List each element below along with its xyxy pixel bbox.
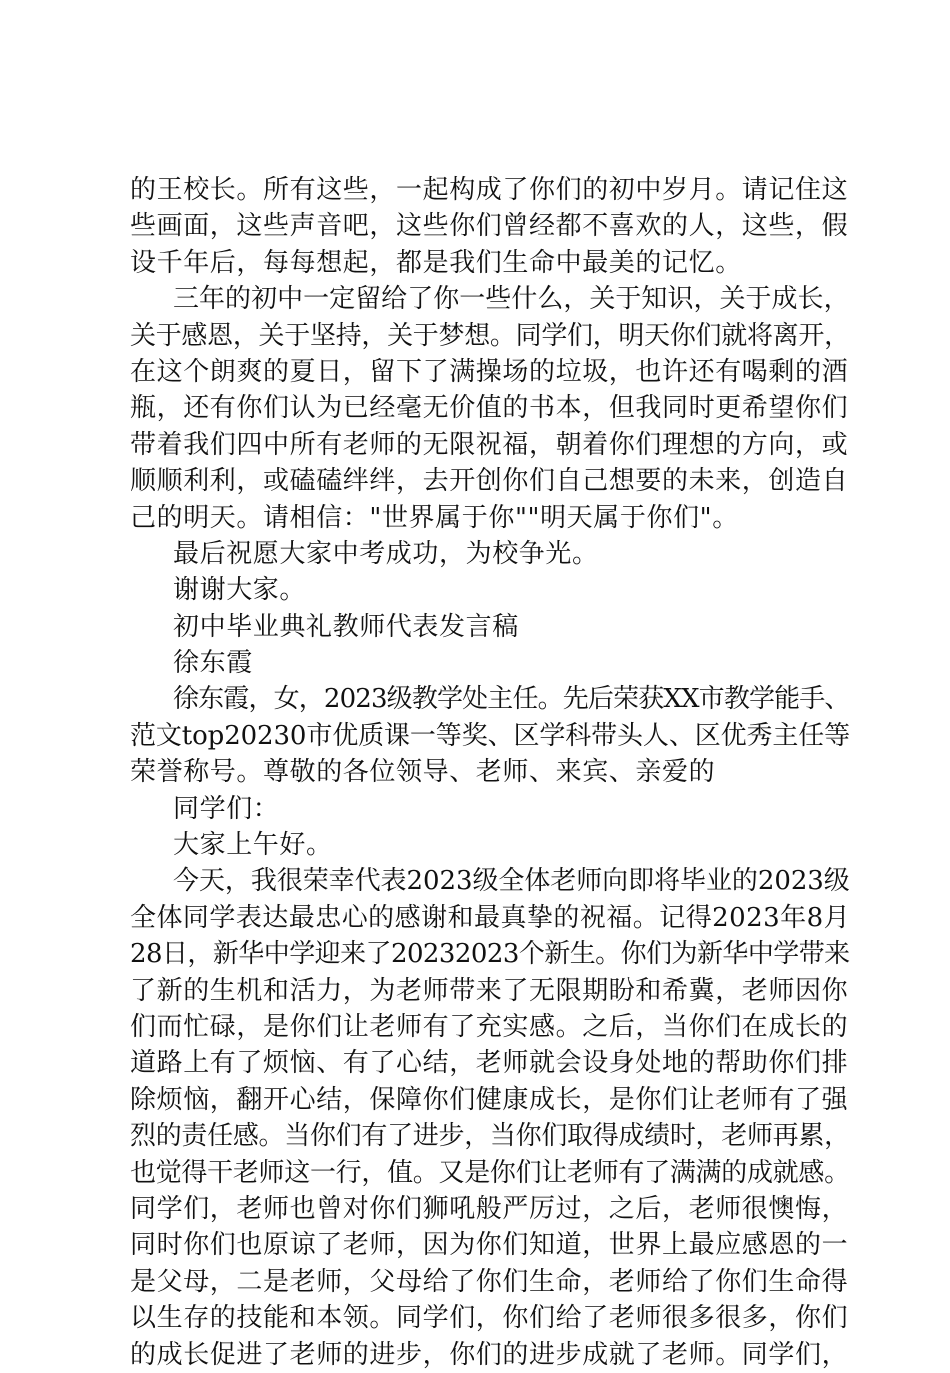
text-line: 除烦恼，翻开心结，保障你们健康成长，是你们让老师有了强 (130, 1084, 849, 1115)
text-line: 的成长促进了老师的进步，你们的进步成就了老师。同学们， (130, 1339, 849, 1370)
text-line: 徐东霞，女，2023级教学处主任。先后荣获XX市教学能手、 (173, 684, 850, 715)
text-line: 以生存的技能和本领。同学们，你们给了老师很多很多，你们 (130, 1303, 849, 1334)
text-line: 同学们，老师也曾对你们狮吼般严厉过，之后，老师很懊悔， (130, 1193, 849, 1224)
text-line: 谢谢大家。 (173, 575, 307, 606)
text-line: 己的明天。请相信："世界属于你""明天属于你们"。 (130, 502, 739, 533)
text-line: 们而忙碌，是你们让老师有了充实感。之后，当你们在成长的 (130, 1011, 849, 1042)
text-line: 初中毕业典礼教师代表发言稿 (173, 611, 519, 642)
text-line: 在这个朗爽的夏日，留下了满操场的垃圾，也许还有喝剩的酒 (130, 356, 849, 387)
text-line: 同学们： (173, 793, 280, 824)
text-line: 荣誉称号。尊敬的各位领导、老师、来宾、亲爱的 (130, 757, 716, 788)
text-line: 同时你们也原谅了老师，因为你们知道，世界上最应感恩的一 (130, 1230, 849, 1261)
text-line: 也觉得干老师这一行，值。又是你们让老师有了满满的成就感。 (130, 1157, 850, 1188)
text-line: 带着我们四中所有老师的无限祝福，朝着你们理想的方向，或 (130, 429, 849, 460)
text-line: 28日，新华中学迎来了20232023个新生。你们为新华中学带来 (130, 939, 850, 970)
text-line: 全体同学表达最忠心的感谢和最真挚的祝福。记得2023年8月 (130, 902, 851, 933)
text-line: 烈的责任感。当你们有了进步，当你们取得成绩时，老师再累， (130, 1121, 850, 1152)
text-line: 的王校长。所有这些，一起构成了你们的初中岁月。请记住这 (130, 175, 849, 205)
text-line: 些画面，这些声音吧，这些你们曾经都不喜欢的人，这些，假 (130, 211, 849, 242)
text-line: 今天，我很荣幸代表2023级全体老师向即将毕业的2023级 (173, 866, 850, 897)
text-line: 最后祝愿大家中考成功，为校争光。 (173, 538, 599, 569)
text-line: 关于感恩，关于坚持，关于梦想。同学们，明天你们就将离开， (130, 320, 850, 351)
text-line: 设千年后，每每想起，都是我们生命中最美的记忆。 (130, 247, 742, 278)
text-line: 是父母，二是老师，父母给了你们生命，老师给了你们生命得 (130, 1266, 849, 1297)
text-line: 大家上午好。 (173, 830, 333, 861)
text-line: 顺顺利利，或磕磕绊绊，去开创你们自己想要的未来，创造自 (130, 466, 849, 497)
text-line: 道路上有了烦恼、有了心结，老师就会设身处地的帮助你们排 (130, 1048, 849, 1079)
text-line: 范文top20230市优质课一等奖、区学科带头人、区优秀主任等 (130, 720, 851, 751)
text-line: 了新的生机和活力，为老师带来了无限期盼和希冀，老师因你 (130, 975, 849, 1006)
text-line: 三年的初中一定留给了你一些什么，关于知识，关于成长， (173, 284, 850, 315)
document-body (130, 172, 851, 1373)
text-line: 徐东霞 (173, 648, 253, 679)
text-line: 瓶，还有你们认为已经毫无价值的书本，但我同时更希望你们 (130, 393, 849, 424)
